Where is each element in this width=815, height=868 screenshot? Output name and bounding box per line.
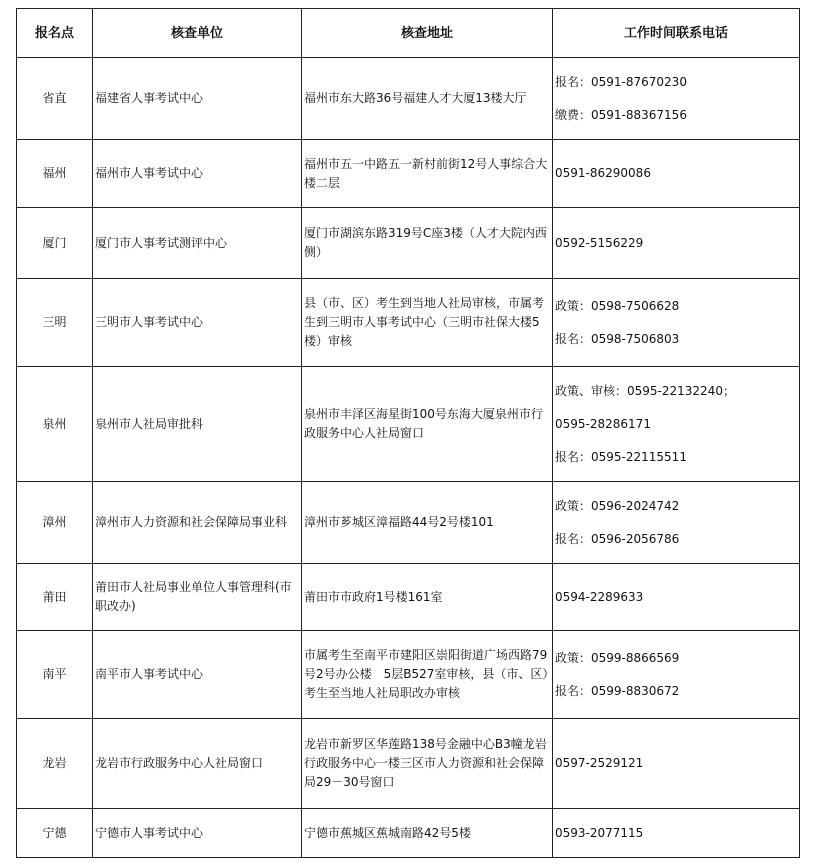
header-row <box>17 9 800 58</box>
phone-number: 政策：0599-8866569 <box>555 650 680 665</box>
unit-cell: 宁德市人事考试中心 <box>93 809 302 858</box>
unit-cell: 三明市人事考试中心 <box>93 279 302 367</box>
verification-table <box>16 8 800 858</box>
unit-cell: 漳州市人力资源和社会保障局事业科 <box>93 482 302 564</box>
phone-cell <box>553 809 800 858</box>
site-cell: 莆田 <box>17 564 93 631</box>
phone-cell <box>553 140 800 208</box>
table-row <box>17 809 800 858</box>
header-site: 报名点 <box>17 9 93 58</box>
phone-number: 政策：0596-2024742 <box>555 498 680 513</box>
table-row <box>17 279 800 367</box>
phone-number: 0591-86290086 <box>555 166 651 180</box>
site-cell: 南平 <box>17 631 93 719</box>
site-cell: 福州 <box>17 140 93 208</box>
unit-cell: 泉州市人社局审批科 <box>93 367 302 482</box>
phone-number: 报名：0591-87670230 <box>555 74 687 89</box>
phone-number: 报名：0595-22115511 <box>555 449 687 464</box>
phone-number: 报名：0599-8830672 <box>555 683 680 698</box>
phone-number: 政策、审核：0595-22132240； <box>555 383 735 398</box>
address-cell: 市属考生至南平市建阳区崇阳街道广场西路79号2号办公楼 5层B527室审核，县（市、区）考生至当地人社局职改办审核 <box>302 631 553 719</box>
address-cell: 福州市东大路36号福建人才大厦13楼大厅 <box>302 58 553 140</box>
unit-cell: 福州市人事考试中心 <box>93 140 302 208</box>
address-cell: 泉州市丰泽区海星街100号东海大厦泉州市行政服务中心人社局窗口 <box>302 367 553 482</box>
phone-cell <box>553 367 800 482</box>
phone-cell <box>553 482 800 564</box>
header-unit: 核查单位 <box>93 9 302 58</box>
site-cell: 宁德 <box>17 809 93 858</box>
site-cell: 三明 <box>17 279 93 367</box>
table-row <box>17 208 800 279</box>
table-row <box>17 367 800 482</box>
address-cell: 漳州市芗城区漳福路44号2号楼101 <box>302 482 553 564</box>
phone-number: 0594-2289633 <box>555 589 644 604</box>
header-phone: 工作时间联系电话 <box>553 9 800 58</box>
table-row <box>17 140 800 208</box>
header-address: 核查地址 <box>302 9 553 58</box>
table-row <box>17 564 800 631</box>
phone-cell <box>553 58 800 140</box>
phone-number: 0597-2529121 <box>555 756 644 770</box>
unit-cell: 龙岩市行政服务中心人社局窗口 <box>93 719 302 809</box>
phone-number: 缴费：0591-88367156 <box>555 107 687 122</box>
table-row <box>17 719 800 809</box>
table-row <box>17 58 800 140</box>
address-cell: 厦门市湖滨东路319号C座3楼（人才大院内西侧） <box>302 208 553 279</box>
table-body <box>17 58 800 858</box>
phone-cell <box>553 631 800 719</box>
address-cell: 龙岩市新罗区华莲路138号金融中心B3幢龙岩行政服务中心一楼三区市人力资源和社会保障局29－30号窗口 <box>302 719 553 809</box>
unit-cell: 厦门市人事考试测评中心 <box>93 208 302 279</box>
site-cell: 厦门 <box>17 208 93 279</box>
phone-cell <box>553 719 800 809</box>
phone-number: 0595-28286171 <box>555 416 651 431</box>
unit-cell: 南平市人事考试中心 <box>93 631 302 719</box>
address-cell: 县（市、区）考生到当地人社局审核，市属考生到三明市人事考试中心（三明市社保大楼5楼）审核 <box>302 279 553 367</box>
unit-cell: 福建省人事考试中心 <box>93 58 302 140</box>
table-row <box>17 631 800 719</box>
site-cell: 泉州 <box>17 367 93 482</box>
site-cell: 龙岩 <box>17 719 93 809</box>
site-cell: 漳州 <box>17 482 93 564</box>
address-cell: 宁德市蕉城区蕉城南路42号5楼 <box>302 809 553 858</box>
phone-cell <box>553 564 800 631</box>
phone-number: 政策：0598-7506628 <box>555 298 680 313</box>
site-cell: 省直 <box>17 58 93 140</box>
table-row <box>17 482 800 564</box>
phone-number: 0592-5156229 <box>555 235 644 250</box>
phone-cell <box>553 279 800 367</box>
address-cell: 莆田市市政府1号楼161室 <box>302 564 553 631</box>
phone-number: 报名：0596-2056786 <box>555 531 680 546</box>
address-cell: 福州市五一中路五一新村前街12号人事综合大楼二层 <box>302 140 553 208</box>
phone-number: 0593-2077115 <box>555 825 644 840</box>
phone-number: 报名：0598-7506803 <box>555 331 680 346</box>
phone-cell <box>553 208 800 279</box>
unit-cell: 莆田市人社局事业单位人事管理科(市职改办) <box>93 564 302 631</box>
